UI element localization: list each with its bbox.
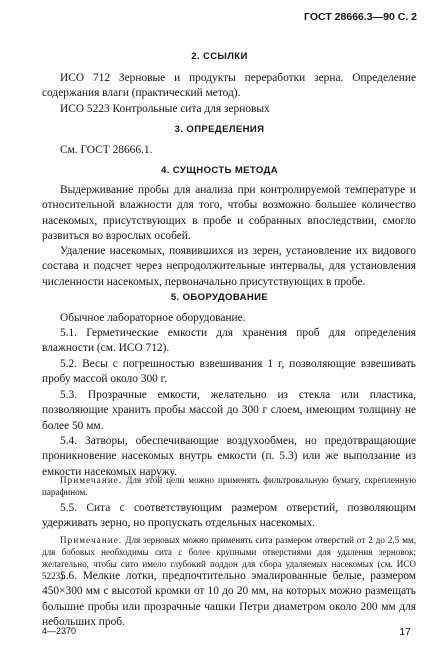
section-references-heading: 2. ССЫЛКИ (191, 51, 248, 62)
note-1-text: Для этой цели можно применять фильтровальную бумагу, скрепленную парафином. (42, 475, 416, 497)
method-paragraph-1: Выдерживание пробы для анализа при контролируемой температуре и относительной влажности для того, чтобы возможно большее количество насекомых, присутствующих в пробе и собранных впоследствии, смогло развиться во взрослых особей. (42, 184, 416, 242)
note-1-label: Примечание. (60, 475, 123, 485)
definitions-paragraph: См. ГОСТ 28666.1. (60, 144, 153, 156)
print-code: 4—2370 (42, 626, 77, 636)
references-paragraph-iso712: ИСО 712 Зерновые и продукты переработки зерна. Определение содержания влаги (практический метод). (42, 72, 416, 100)
method-paragraph-2: Удаление насекомых, появившихся из зерен, установление их видового состава и подсчет через непродолжительные интервалы, для установления численности насекомых, первоначально присутствующих в пробе. (42, 245, 416, 288)
section-method-heading: 4. СУЩНОСТЬ МЕТОДА (161, 165, 278, 176)
page-number: 17 (399, 626, 411, 638)
note-2-label: Примечание. (60, 535, 123, 545)
equipment-note-1 (42, 474, 416, 498)
note-2-text: Для зерновых можно применять сита размером отверстий от 2 до 2,5 мм, для бобовых необходимы сита с более крупными отверстиями для удаления зерновок; желательно, чтобы сито имело глубокий поддон для сбора удаляемых насекомых (см. ИСО 5223). (42, 535, 416, 581)
references-paragraph-iso5223: ИСО 5223 Контрольные сита для зерновых (60, 103, 270, 115)
section-definitions-heading: 3. ОПРЕДЕЛЕНИЯ (174, 124, 265, 135)
equipment-item-5-2: 5.2. Весы с погрешностью взвешивания 1 г, позволяющие взвешивать пробу массой около 300 г. (42, 358, 416, 386)
equipment-item-5-4: 5.4. Затворы, обеспечивающие воздухообмен, но предотвращающие проникновение насекомых внутрь емкости (п. 5.3) или же выползание из емкости насекомых наружу. (42, 435, 416, 478)
equipment-item-5-1: 5.1. Герметические емкости для хранения проб для определения влажности (см. ИСО 712). (42, 327, 416, 355)
equipment-item-5-3: 5.3. Прозрачные емкости, желательно из стекла или пластика, позволяющие хранить пробы массой до 300 г слоем, имеющим толщину не более 50 мм. (42, 389, 416, 432)
document-header: ГОСТ 28666.3—90 С. 2 (304, 11, 417, 23)
equipment-paragraph-intro: Обычное лабораторное оборудование. (60, 312, 246, 324)
equipment-item-5-5: 5.5. Сита с соответствующим размером отверстий, позволяющим удерживать зерно, но пропускать отдельных насекомых. (42, 502, 416, 530)
section-equipment-heading: 5. ОБОРУДОВАНИЕ (170, 292, 269, 303)
equipment-item-5-6: 5.6. Мелкие лотки, предпочтительно эмалированные белые, размером 450×300 мм с высотой кромки от 10 до 20 мм, на которых можно размещать большие пробы или прозрачные чашки Петри диаметром около 200 мм для небольших проб. (42, 570, 416, 628)
